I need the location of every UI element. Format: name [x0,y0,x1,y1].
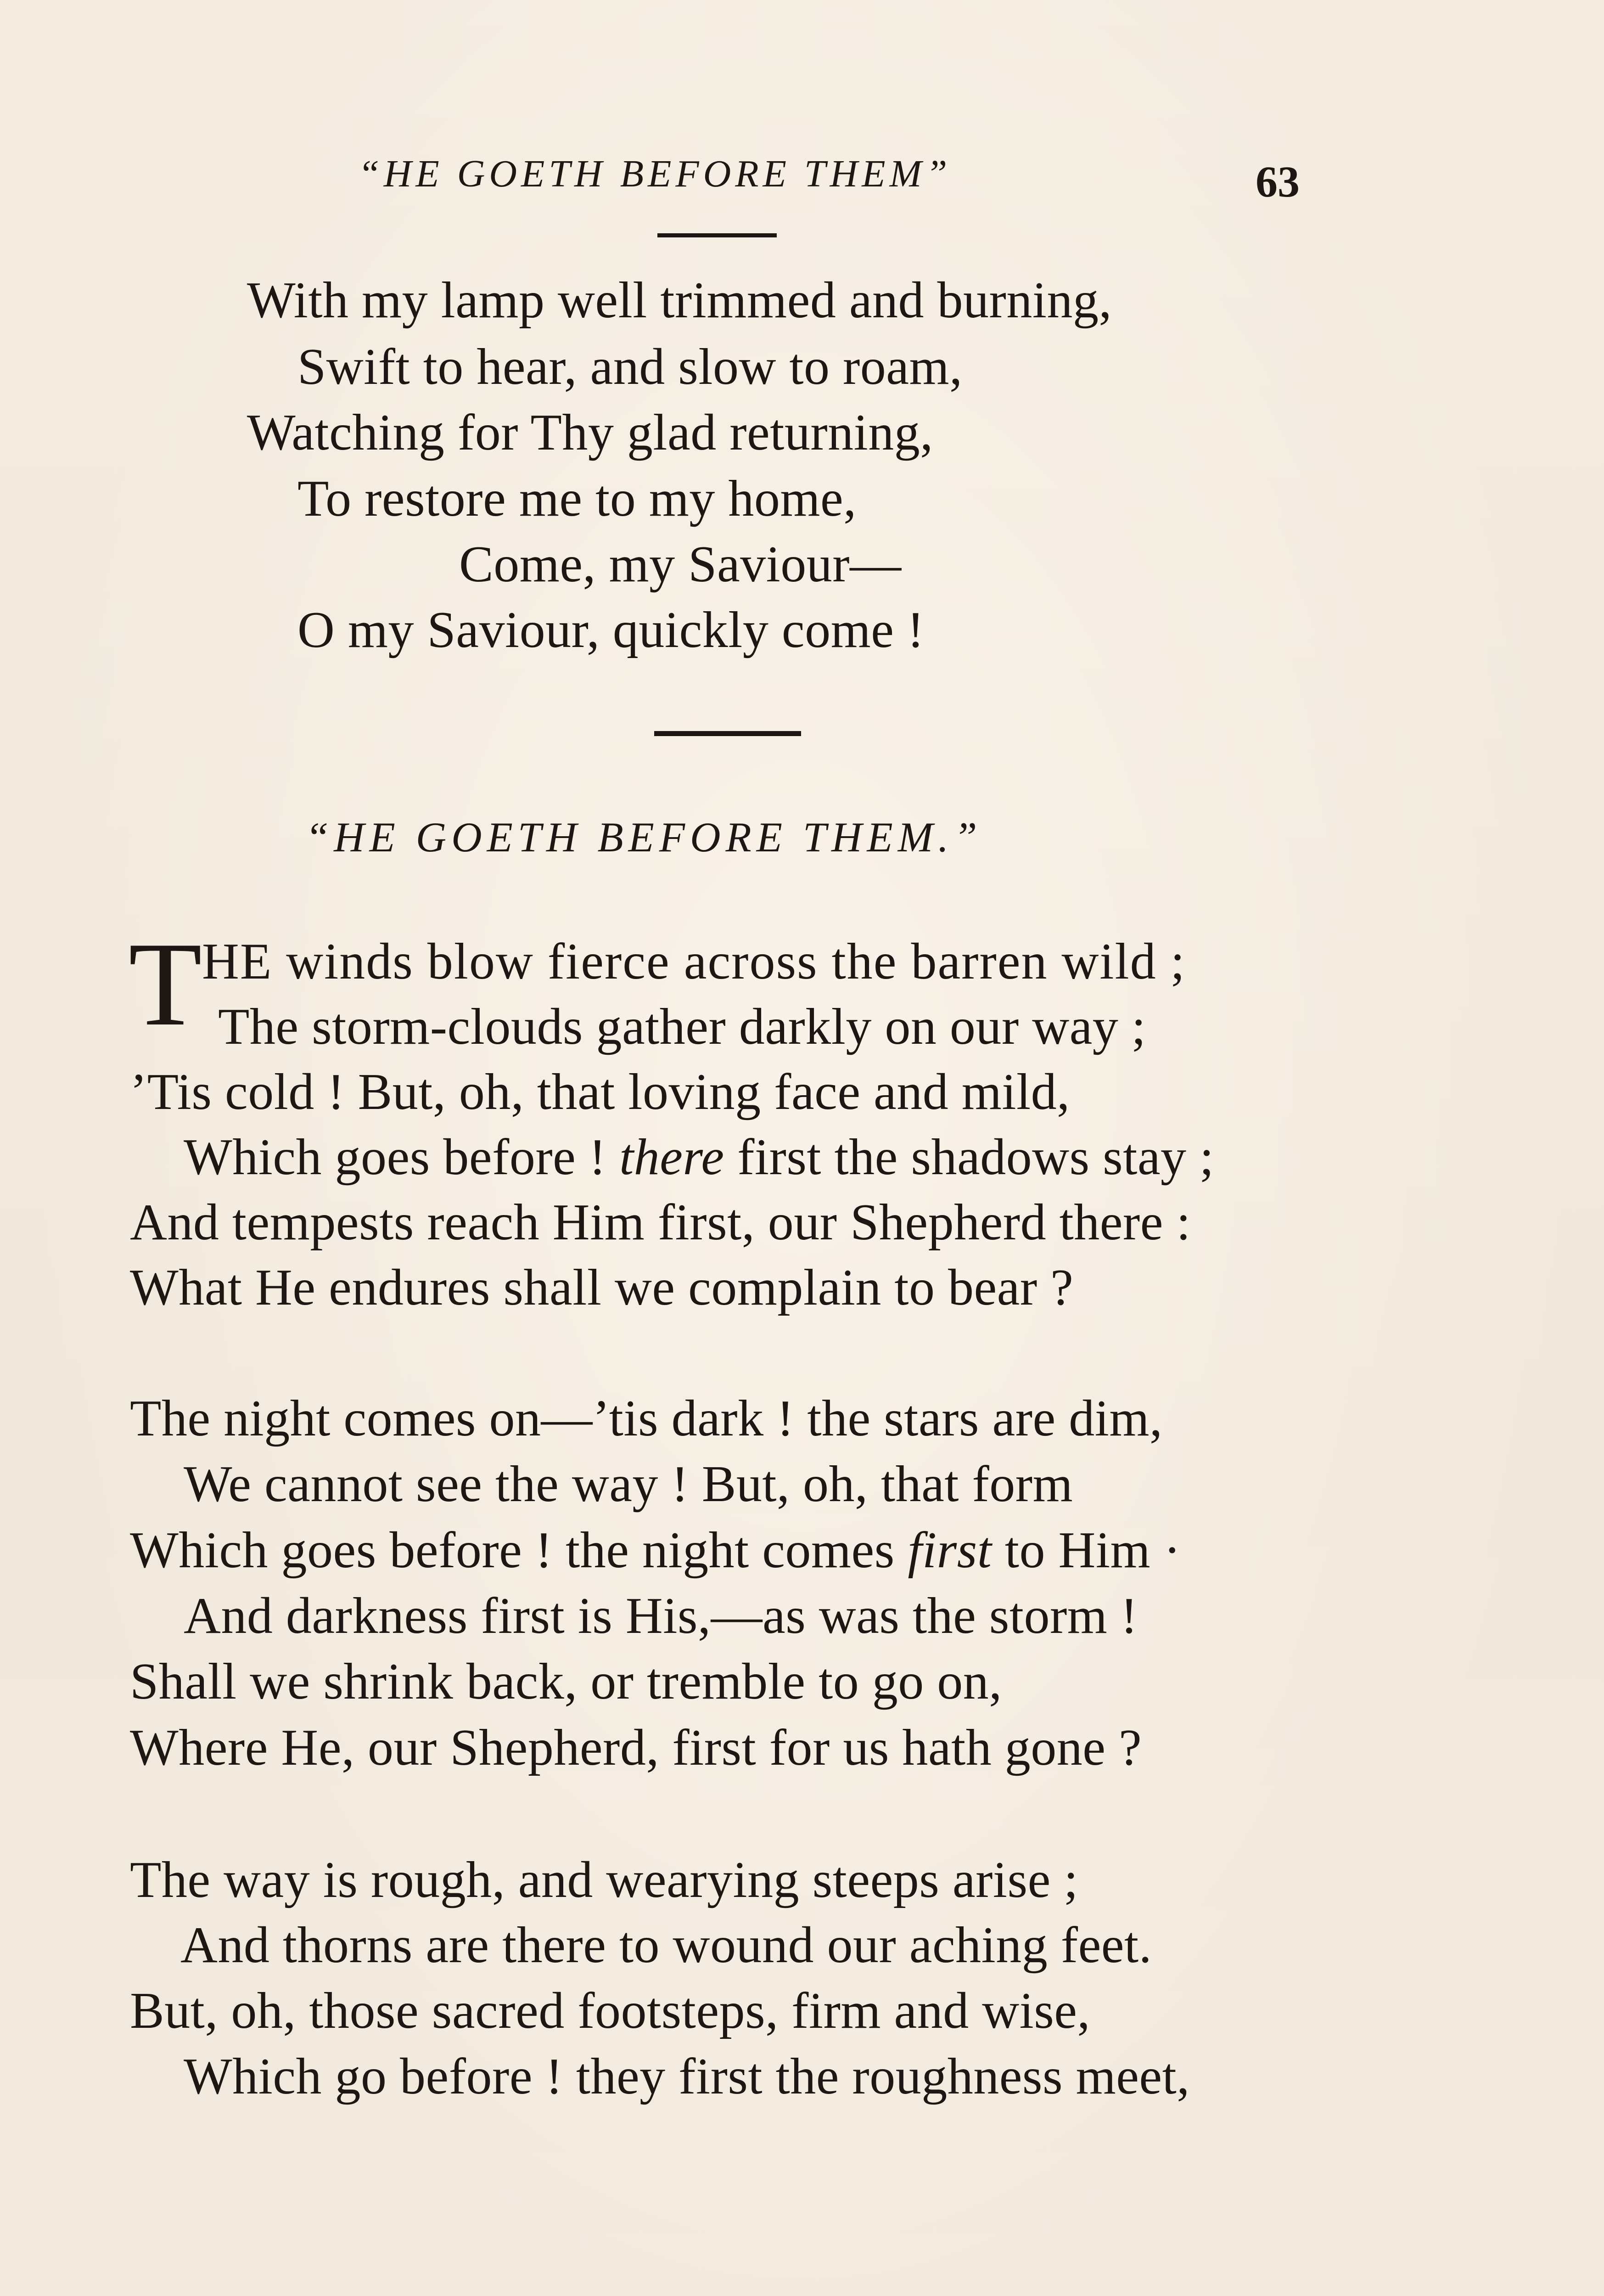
stanza2-line-6: Where He, our Shepherd, first for us hath gone ? [130,1719,1142,1776]
stanza3-line-3: But, oh, those sacred footsteps, firm and wise, [130,1982,1090,2039]
stanza3-line-1: The way is rough, and wearying steeps arise ; [130,1851,1078,1908]
stanza1-line-4-start: Which goes before ! [184,1129,620,1186]
stanza2-line-3-start: Which goes before ! the night comes [130,1522,908,1579]
stanza2-line-3-end: to Him · [992,1522,1181,1579]
stanza2-line-5: Shall we shrink back, or tremble to go on, [130,1653,1002,1710]
previous-poem-line-4: To restore me to my home, [297,470,857,527]
previous-poem-line-3: Watching for Thy glad returning, [247,404,933,461]
stanza2-line-1: The night comes on—’tis dark ! the stars are dim, [130,1390,1163,1447]
stanza1-line-2: The storm-clouds gather darkly on our way ; [218,998,1146,1055]
section-divider [654,731,801,736]
dropcap: T [129,917,202,1051]
stanza1-line-1: HE winds blow fierce across the barren wild ; [202,933,1186,990]
previous-poem-line-2: Swift to hear, and slow to roam, [297,338,963,395]
stanza2-line-4: And darkness first is His,—as was the storm ! [184,1587,1138,1644]
stanza1-line-4 [184,1128,1214,1187]
stanza2-line-3 [130,1521,1181,1580]
stanza2-line-3-emphasis: first [908,1522,992,1579]
stanza1-line-4-emphasis: there [619,1129,724,1186]
poem-title: “HE GOETH BEFORE THEM.” [305,814,982,861]
previous-poem-line-1: With my lamp well trimmed and burning, [247,272,1112,329]
stanza2-line-2: We cannot see the way ! But, oh, that form [184,1456,1073,1513]
stanza1-line-5: And tempests reach Him first, our Shepherd there : [130,1194,1191,1251]
stanza3-line-4: Which go before ! they first the roughness meet, [184,2048,1190,2105]
stanza1-line-4-end: first the shadows stay ; [724,1129,1214,1186]
header-rule [657,233,777,237]
previous-poem-line-5: Come, my Saviour— [459,536,902,593]
running-head-title: “HE GOETH BEFORE THEM” [358,152,952,195]
previous-poem-line-6: O my Saviour, quickly come ! [297,602,925,658]
stanza3-line-2: And thorns are there to wound our aching feet. [180,1917,1152,1974]
stanza1-line-6: What He endures shall we complain to bear ? [130,1259,1074,1316]
stanza1-line-3: ’Tis cold ! But, oh, that loving face and mild, [130,1064,1070,1120]
page-number: 63 [1256,157,1300,206]
